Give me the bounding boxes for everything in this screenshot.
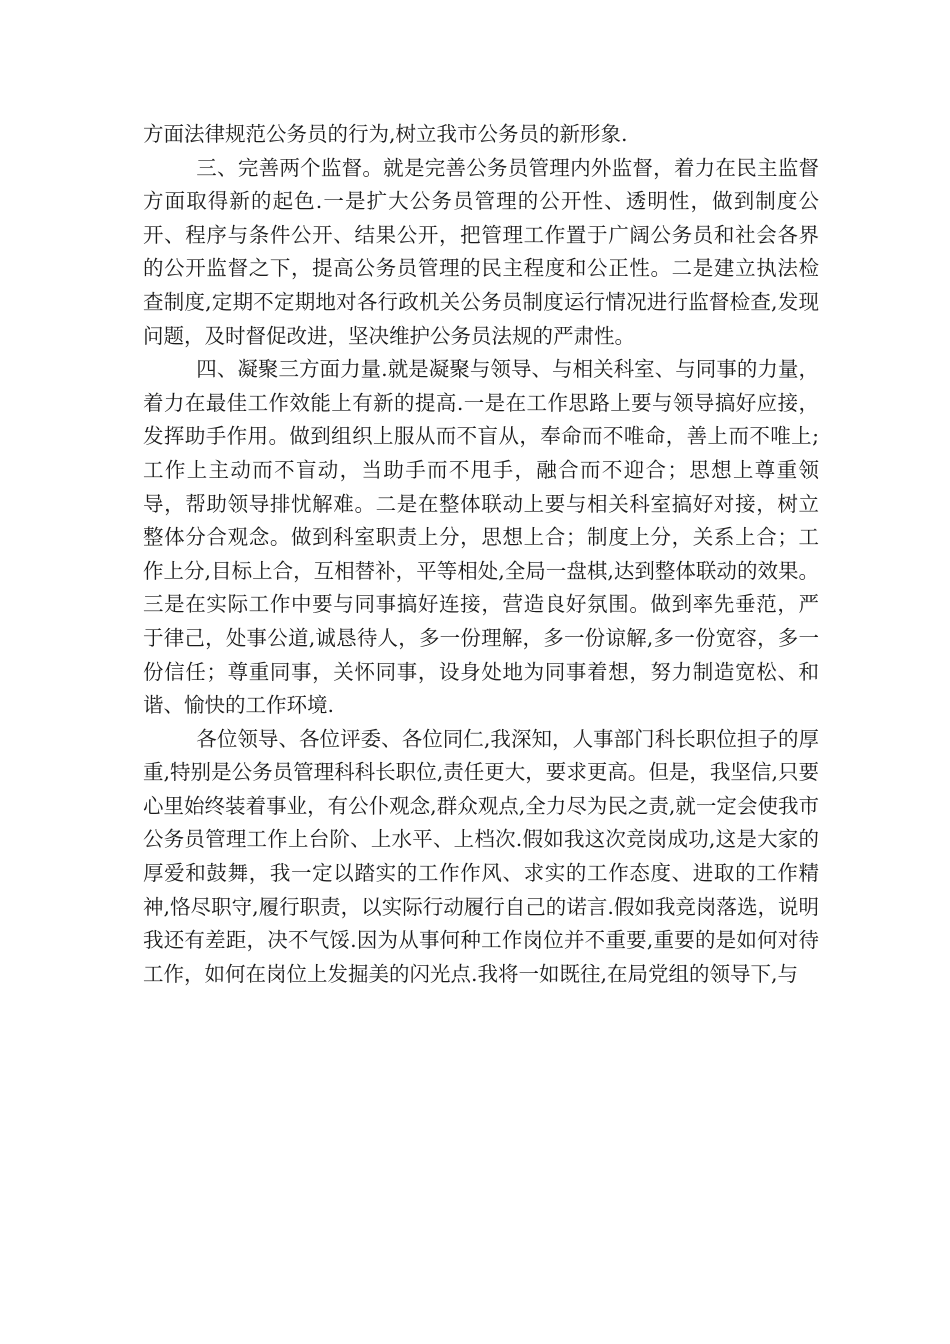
paragraph-continuation: 方面法律规范公务员的行为,树立我市公务员的新形象.: [143, 122, 628, 146]
paragraph-three-forces: 四、凝聚三方面力量.就是凝聚与领导、与相关科室、与同事的力量，着力在最佳工作效能上有新的提高.一是在工作思路上要与领导搞好应接，发挥助手作用。做到组织上服从而不盲从，奉命而不唯命，善上而不唯上;工作上主动而不盲动，当助手而不甩手，融合而不迎合；思想上尊重领导，帮助领导排忧解难。二是在整体联动上要与相关科室搞好对接，树立整体分合观念。做到科室职责上分，思想上合；制度上分，关系上合；工作上分,目标上合，互相替补，平等相处,全局一盘棋,达到整体联动的效果。三是在实际工作中要与同事搞好连接，营造良好氛围。做到率先垂范，严于律己，处事公道,诚恳待人，多一份理解，多一份谅解,多一份宽容，多一份信任；尊重同事，关怀同事，设身处地为同事着想，努力制造宽松、和谐、愉快的工作环境.: [143, 357, 819, 718]
paragraph-closing-remarks: 各位领导、各位评委、各位同仁,我深知，人事部门科长职位担子的厚重,特别是公务员管理科科长职位,责任更大，要求更高。但是，我坚信,只要心里始终装着事业，有公仆观念,群众观点,全力尽为民之责,就一定会使我市公务员管理工作上台阶、上水平、上档次.假如我这次竞岗成功,这是大家的厚爱和鼓舞，我一定以踏实的工作作风、求实的工作态度、进取的工作精神,恪尽职守,履行职责，以实际行动履行自己的诺言.假如我竞岗落选，说明我还有差距，决不气馁.因为从事何种工作岗位并不重要,重要的是如何对待工作，如何在岗位上发掘美的闪光点.我将一如既往,在局党组的领导下,与: [143, 726, 819, 986]
paragraph-two-supervisions: 三、完善两个监督。就是完善公务员管理内外监督，着力在民主监督方面取得新的起色.一是扩大公务员管理的公开性、透明性，做到制度公开、程序与条件公开、结果公开，把管理工作置于广阔公务员和社会各界的公开监督之下，提高公务员管理的民主程度和公正性。二是建立执法检查制度,定期不定期地对各行政机关公务员制度运行情况进行监督检查,发现问题，及时督促改进，坚决维护公务员法规的严肃性。: [143, 155, 819, 348]
document-body: [143, 118, 819, 991]
